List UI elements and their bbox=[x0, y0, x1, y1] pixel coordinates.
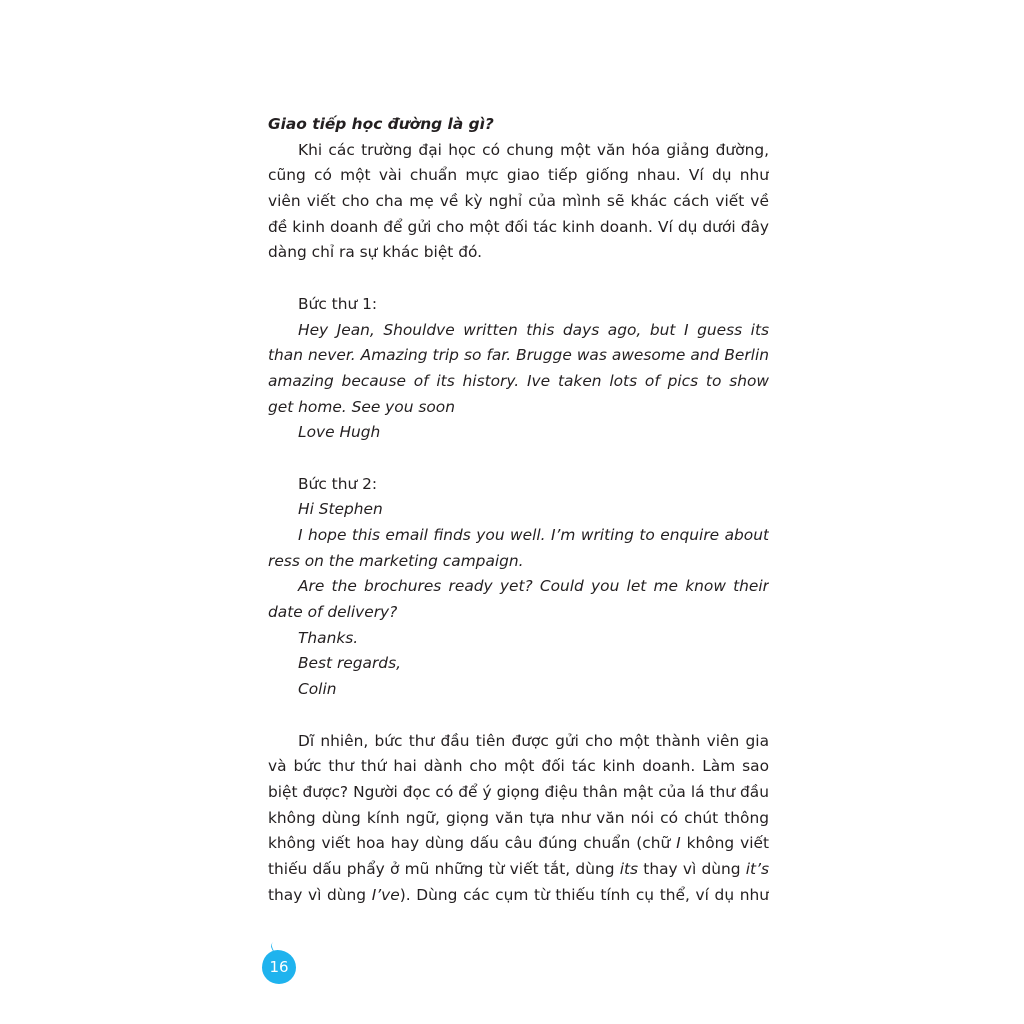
text-run-italic: its bbox=[619, 859, 639, 878]
page-body bbox=[268, 112, 769, 908]
spacer bbox=[268, 266, 769, 292]
text-run: thiếu dấu phẩy ở mũ những từ viết tắt, dùng bbox=[268, 859, 620, 878]
letter1-line: Hey Jean, Shouldve written this days ago, but I guess its bbox=[298, 320, 769, 339]
text-run-italic: I bbox=[676, 834, 681, 853]
conclusion-line bbox=[268, 857, 769, 883]
letter1-signature: Love Hugh bbox=[298, 423, 381, 442]
text-run: thay vì dùng bbox=[268, 885, 372, 904]
intro-line: viên viết cho cha mẹ về kỳ nghỉ của mình sẽ khác cách viết về bbox=[268, 192, 769, 211]
letter2-line: date of delivery? bbox=[268, 603, 398, 622]
letter1-line: amazing because of its history. Ive taken lots of pics to show bbox=[268, 371, 769, 390]
intro-line: Khi các trường đại học có chung một văn hóa giảng đường, bbox=[298, 140, 769, 159]
letter2-thanks: Thanks. bbox=[298, 628, 359, 647]
letter2-line: ress on the marketing campaign. bbox=[268, 551, 524, 570]
letter2-line: I hope this email finds you well. I’m writing to enquire about bbox=[298, 526, 769, 544]
section-heading: Giao tiếp học đường là gì? bbox=[268, 115, 494, 133]
letter2-regards: Best regards, bbox=[298, 654, 401, 673]
conclusion-line: Dĩ nhiên, bức thư đầu tiên được gửi cho một thành viên gia bbox=[298, 731, 769, 750]
spacer bbox=[268, 446, 769, 472]
letter1-line: get home. See you soon bbox=[268, 397, 455, 416]
spacer bbox=[268, 703, 769, 729]
conclusion-line: biệt được? Người đọc có để ý giọng điệu thân mật của lá thư đầu bbox=[268, 782, 769, 801]
letter2-label: Bức thư 2: bbox=[298, 474, 378, 493]
intro-line: cũng có một vài chuẩn mực giao tiếp giống nhau. Ví dụ như bbox=[268, 166, 769, 185]
text-run: ). Dùng các cụm từ thiếu tính cụ thể, ví dụ như bbox=[399, 885, 769, 904]
text-run-italic: it’s bbox=[745, 859, 769, 878]
conclusion-line bbox=[268, 883, 769, 909]
letter2-greeting: Hi Stephen bbox=[298, 500, 383, 519]
intro-line: đề kinh doanh để gửi cho một đối tác kinh doanh. Ví dụ dưới đây bbox=[268, 217, 769, 236]
text-run: thay vì dùng bbox=[638, 859, 746, 878]
letter2-line: Are the brochures ready yet? Could you let me know their bbox=[298, 577, 769, 596]
conclusion-line: và bức thư thứ hai dành cho một đối tác kinh doanh. Làm sao bbox=[268, 757, 769, 776]
letter1-line: than never. Amazing trip so far. Brugge was awesome and Berlin bbox=[268, 346, 769, 365]
conclusion-line bbox=[268, 831, 769, 857]
text-run-italic: I’ve bbox=[371, 885, 400, 904]
text-run: không viết hoa hay dùng dấu câu đúng chuẩn (chữ bbox=[268, 834, 677, 853]
intro-line: dàng chỉ ra sự khác biệt đó. bbox=[268, 243, 483, 262]
conclusion-line: không dùng kính ngữ, giọng văn tựa như văn nói có chút thông bbox=[268, 808, 769, 827]
letter1-label: Bức thư 1: bbox=[298, 294, 378, 313]
text-run: không viết bbox=[686, 834, 769, 853]
letter2-name: Colin bbox=[298, 680, 337, 699]
page-number: 16 bbox=[262, 950, 296, 984]
